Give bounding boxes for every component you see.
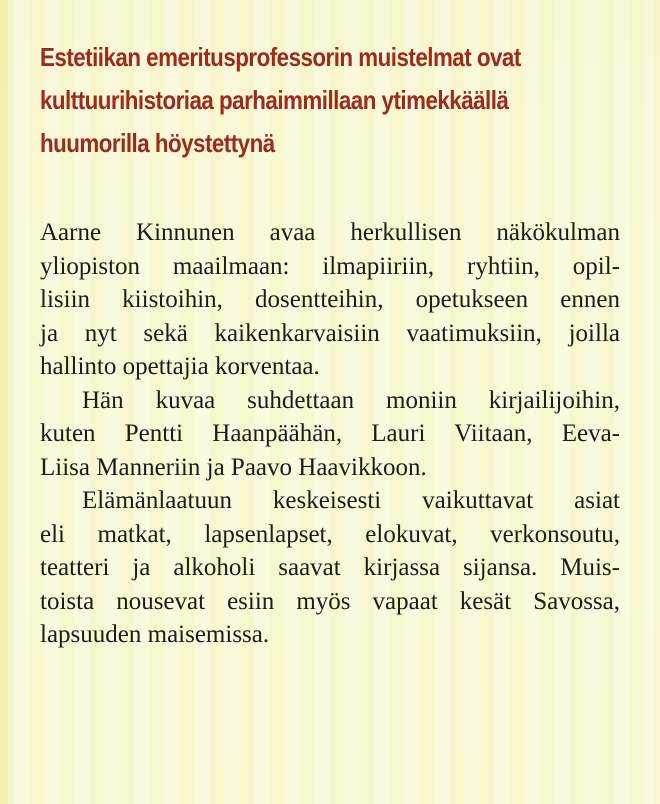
text-line: Elämänlaatuun keskeisesti vaikuttavat asiat xyxy=(82,487,620,514)
paragraph-3 xyxy=(40,484,620,652)
text-line: teatteri ja alkoholi saavat kirjassa sijansa. Muis- xyxy=(40,554,620,581)
text-line: Aarne Kinnunen avaa herkullisen näkökulman xyxy=(40,219,620,246)
headline xyxy=(40,36,633,165)
text-line: Liisa Manneriin ja Paavo Haavikkoon. xyxy=(40,453,427,481)
text-line: hallinto opettajia korventaa. xyxy=(40,353,320,380)
text-line: lapsuuden maisemissa. xyxy=(40,621,270,648)
headline-line: huumorilla höystettynä xyxy=(40,128,275,158)
paragraph-2 xyxy=(40,384,620,485)
headline-line: kulttuurihistoriaa parhaimmillaan ytimekkäällä xyxy=(40,85,509,115)
text-line: ja nyt sekä kaikenkarvaisiin vaatimuksiin, joilla xyxy=(40,319,620,347)
text-line: toista nousevat esiin myös vapaat kesät Savossa, xyxy=(40,587,620,615)
text-line: Hän kuvaa suhdettaan moniin kirjailijoihin, xyxy=(82,386,620,414)
headline-line: Estetiikan emeritusprofessorin muistelmat ovat xyxy=(40,42,521,72)
text-line: eli matkat, lapsenlapset, elokuvat, verkonsoutu, xyxy=(40,520,620,548)
blurb-body xyxy=(40,216,620,652)
text-line: kuten Pentti Haanpäähän, Lauri Viitaan, Eeva- xyxy=(40,420,620,447)
text-line: lisiin kiistoihin, dosentteihin, opetukseen ennen xyxy=(40,286,620,313)
text-line: yliopiston maailmaan: ilmapiiriin, ryhtiin, opil- xyxy=(40,252,620,280)
paragraph-1 xyxy=(40,216,620,384)
